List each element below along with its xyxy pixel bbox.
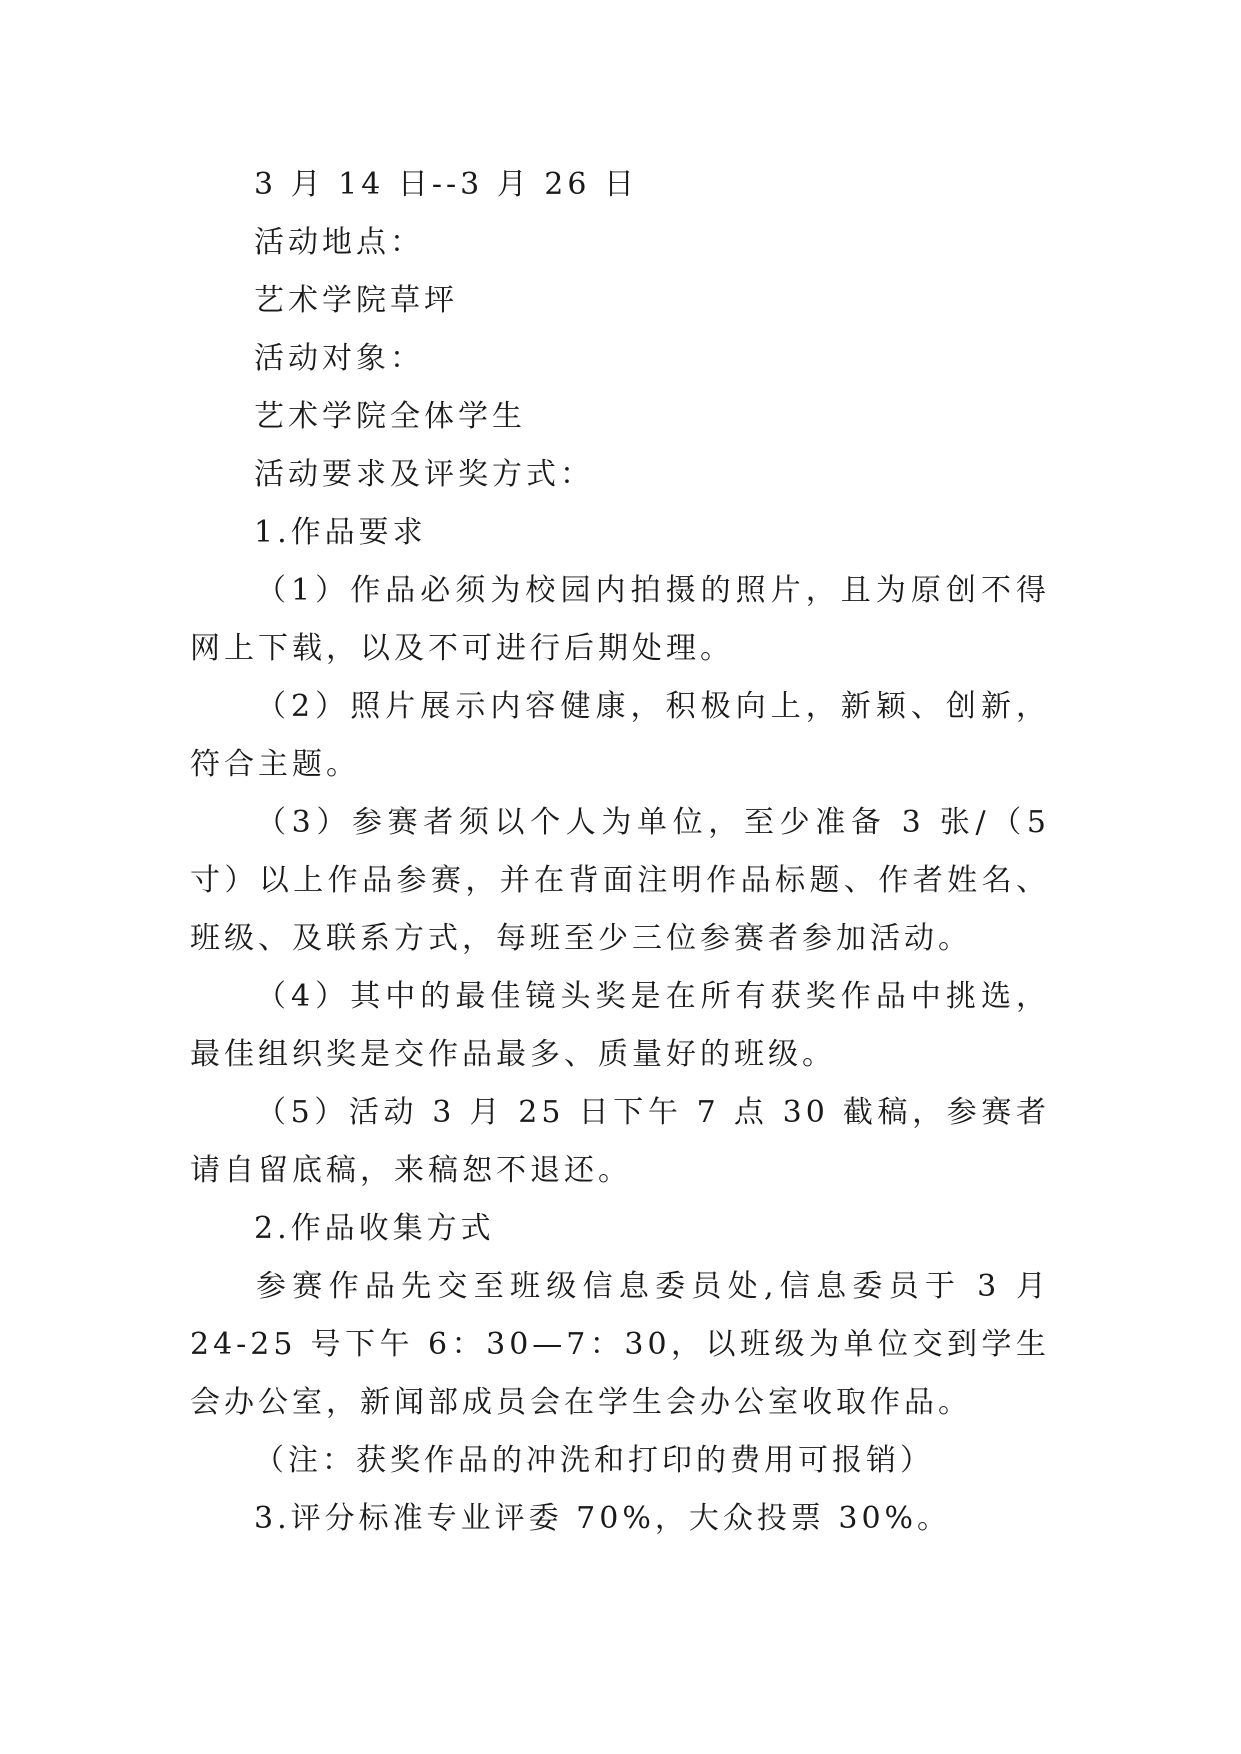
location-value: 艺术学院草坪 [254,283,458,318]
section-3-scoring: 3.评分标准专业评委 70%，大众投票 30%。 [254,1501,952,1536]
section-2-title: 2.作品收集方式 [254,1211,495,1246]
target-label: 活动对象： [254,341,424,376]
requirements-label: 活动要求及评奖方式： [254,457,594,492]
date-range: 3 月 14 日--3 月 26 日 [254,167,639,202]
requirement-item-1: （1）作品必须为校园内拍摄的照片，且为原创不得网上下载，以及不可进行后期处理。 [190,573,1050,666]
section-1-title: 1.作品要求 [254,515,427,550]
target-value: 艺术学院全体学生 [254,399,526,434]
requirement-item-5: （5）活动 3 月 25 日下午 7 点 30 截稿，参赛者请自留底稿，来稿恕不退还。 [190,1095,1050,1188]
note-line: （注：获奖作品的冲洗和打印的费用可报销） [254,1443,934,1478]
collection-paragraph: 参赛作品先交至班级信息委员处,信息委员于 3 月 24-25 号下午 6：30—7：30，以班级为单位交到学生会办公室，新闻部成员会在学生会办公室收取作品。 [190,1269,1050,1420]
requirement-item-3: （3）参赛者须以个人为单位，至少准备 3 张/（5 寸）以上作品参赛，并在背面注明作品标题、作者姓名、班级、及联系方式，每班至少三位参赛者参加活动。 [190,805,1050,956]
location-label: 活动地点： [254,225,424,260]
document-body [190,156,1050,1548]
requirement-item-4: （4）其中的最佳镜头奖是在所有获奖作品中挑选，最佳组织奖是交作品最多、质量好的班级。 [190,979,1050,1072]
requirement-item-2: （2）照片展示内容健康，积极向上，新颖、创新，符合主题。 [190,689,1050,782]
